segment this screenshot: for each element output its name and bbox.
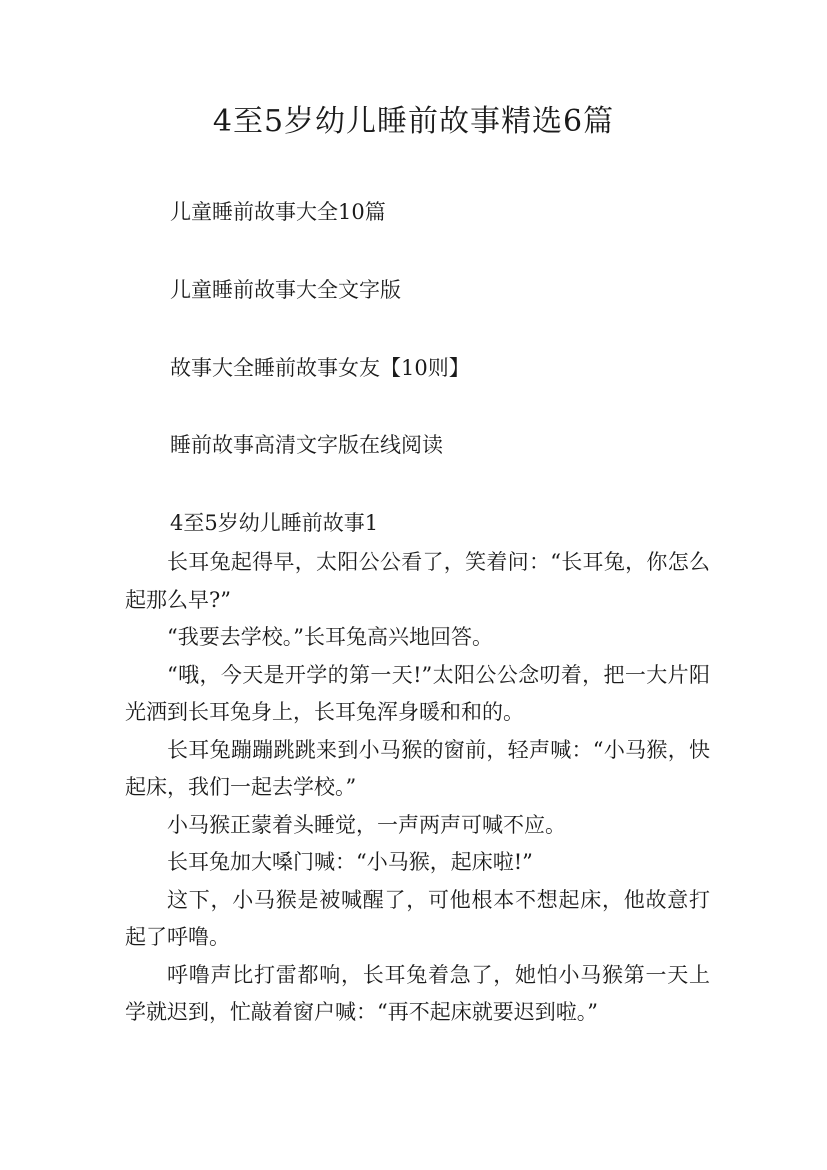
story-paragraph: 长耳兔加大嗓门喊：“小马猴，起床啦!” [167, 850, 533, 874]
story-paragraph: 小马猴正蒙着头睡觉，一声两声可喊不应。 [167, 812, 566, 837]
related-link-1[interactable]: 儿童睡前故事大全10篇 [170, 200, 386, 224]
story-paragraph: 长耳兔起得早，太阳公公看了，笑着问：“长耳兔，你怎么起那么早?” [125, 550, 710, 612]
related-link-3[interactable]: 故事大全睡前故事女友【10则】 [170, 356, 470, 380]
story-body [125, 544, 710, 1032]
section-heading: 4至5岁幼儿睡前故事1 [170, 511, 379, 535]
related-link-4[interactable]: 睡前故事高清文字版在线阅读 [170, 433, 443, 457]
related-link-2[interactable]: 儿童睡前故事大全文字版 [170, 278, 401, 302]
story-paragraph: “我要去学校。”长耳兔高兴地回答。 [167, 625, 493, 649]
story-paragraph: 呼噜声比打雷都响，长耳兔着急了，她怕小马猴第一天上学就迟到，忙敲着窗户喊：“再不起床就要迟到啦。” [125, 962, 710, 1024]
story-paragraph: 长耳兔蹦蹦跳跳来到小马猴的窗前，轻声喊：“小马猴，快起床，我们一起去学校。” [125, 737, 710, 799]
story-paragraph: “哦，今天是开学的第一天!”太阳公公念叨着，把一大片阳光洒到长耳兔身上，长耳兔浑身暖和和的。 [125, 662, 710, 724]
story-paragraph: 这下，小马猴是被喊醒了，可他根本不想起床，他故意打起了呼噜。 [125, 887, 710, 949]
page-title: 4至5岁幼儿睡前故事精选6篇 [212, 104, 615, 139]
